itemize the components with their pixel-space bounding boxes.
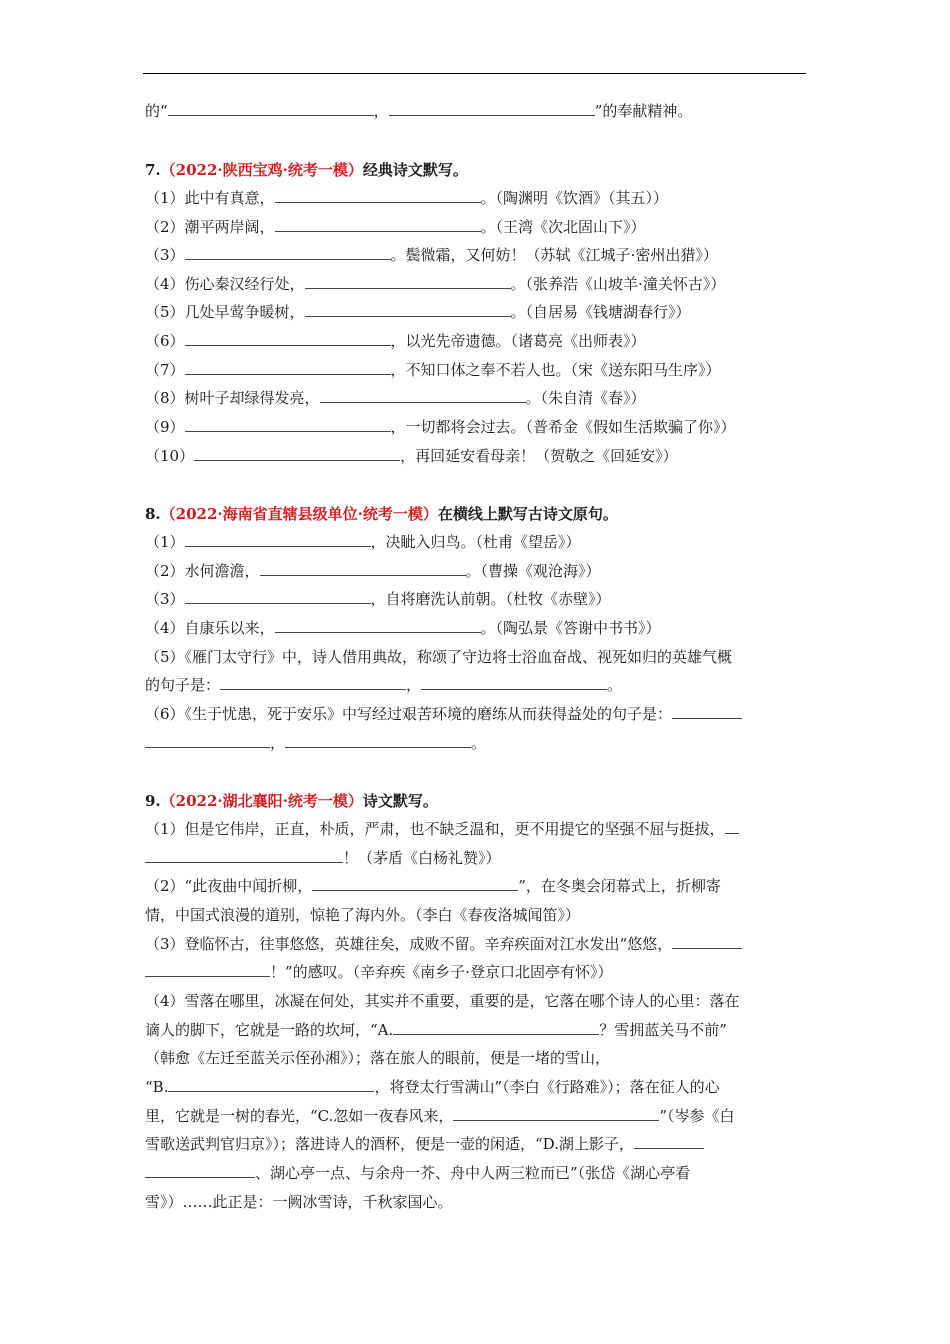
text-line — [145, 446, 810, 466]
answer-blank[interactable] — [145, 962, 270, 977]
text-line — [145, 360, 810, 380]
answer-blank[interactable] — [145, 848, 343, 863]
answer-blank[interactable] — [145, 1163, 255, 1178]
text-line — [145, 905, 810, 925]
text-line — [145, 1192, 810, 1212]
text-line — [145, 589, 810, 609]
text-line — [145, 188, 810, 208]
line-text: 。（朱自清《春》） — [525, 389, 646, 407]
answer-blank[interactable] — [320, 388, 526, 403]
answer-blank[interactable] — [634, 1134, 704, 1149]
line-text: ， — [373, 102, 389, 120]
line-text: ， — [406, 676, 422, 694]
line-text: 。 — [607, 676, 623, 694]
text-line — [145, 561, 810, 581]
line-text: （4）雪落在哪里，冰凝在何处，其实并不重要，重要的是，它落在哪个诗人的心里：落在 — [145, 992, 740, 1010]
line-text: 。（陶弘景《答谢中书书》） — [480, 619, 661, 637]
line-text: 的“ — [145, 102, 168, 120]
line-text: 。 — [471, 734, 487, 752]
line-text: （10） — [145, 447, 195, 465]
text-line — [145, 704, 810, 724]
line-text: （1）但是它伟岸，正直，朴质，严肃，也不缺乏温和，更不用提它的坚强不屈与挺拔， — [145, 820, 725, 838]
answer-blank[interactable] — [275, 188, 481, 203]
line-text: 。（陶渊明《饮酒》（其五）） — [480, 189, 669, 207]
answer-blank[interactable] — [185, 417, 391, 432]
text-line — [145, 1020, 810, 1040]
question-heading: 经典诗文默写。 — [362, 161, 468, 179]
answer-blank[interactable] — [185, 245, 391, 260]
text-line — [145, 1048, 810, 1068]
answer-blank[interactable] — [672, 934, 742, 949]
question-heading: 诗文默写。 — [362, 792, 438, 810]
line-text: （4）伤心秦汉经行处， — [145, 275, 305, 293]
line-text: 。（曹操《观沧海》） — [465, 562, 601, 580]
line-text: ！”的感叹。（辛弃疾《南乡子·登京口北固亭有怀》） — [270, 963, 613, 981]
line-text: （9） — [145, 418, 185, 436]
answer-blank[interactable] — [260, 561, 466, 576]
answer-blank[interactable] — [185, 589, 371, 604]
line-text: ，一切都将会过去。（普希金《假如生活欺骗了你》） — [390, 418, 736, 436]
text-line — [145, 647, 810, 667]
line-text: 。（张养浩《山坡羊·潼关怀古》） — [510, 275, 726, 293]
answer-blank[interactable] — [275, 618, 481, 633]
line-text: （6） — [145, 332, 185, 350]
line-text: （2）潮平两岸阔， — [145, 218, 275, 236]
line-text: （8）树叶子却绿得发亮， — [145, 389, 320, 407]
answer-blank[interactable] — [185, 331, 391, 346]
answer-blank[interactable] — [389, 101, 595, 116]
line-text: （1）此中有真意， — [145, 189, 275, 207]
answer-blank[interactable] — [275, 217, 481, 232]
line-text: ，决眦入归鸟。（杜甫《望岳》） — [370, 533, 581, 551]
line-text: 情，中国式浪漫的道别，惊艳了海内外。（李白《春夜洛城闻笛》） — [145, 906, 581, 924]
answer-blank[interactable] — [168, 1077, 374, 1092]
line-text: （5）几处早莺争暖树， — [145, 303, 305, 321]
text-line — [145, 504, 810, 524]
question-heading: 在横线上默写古诗文原句。 — [437, 505, 618, 523]
line-text: （2）“此夜曲中闻折柳， — [145, 877, 313, 895]
question-heading: 7. — [145, 161, 161, 179]
answer-blank[interactable] — [285, 733, 471, 748]
text-line — [145, 274, 810, 294]
text-line — [145, 962, 810, 982]
text-line — [145, 1163, 810, 1183]
answer-blank[interactable] — [185, 360, 391, 375]
question-heading: 8. — [145, 505, 161, 523]
text-line — [145, 675, 810, 695]
line-text: 里，它就是一树的春光，“C.忽如一夜春风来， — [145, 1107, 454, 1125]
text-line — [145, 160, 810, 180]
line-text: （1） — [145, 533, 185, 551]
line-text: （4）自康乐以来， — [145, 619, 275, 637]
line-text: （3） — [145, 246, 185, 264]
answer-blank[interactable] — [672, 704, 742, 719]
text-line — [145, 991, 810, 1011]
answer-blank[interactable] — [145, 733, 270, 748]
line-text: （7） — [145, 361, 185, 379]
answer-blank[interactable] — [393, 1020, 599, 1035]
line-text: 的句子是： — [145, 676, 221, 694]
line-text: （3） — [145, 590, 185, 608]
line-text: （5）《雁门太守行》中，诗人借用典故，称颂了守边将士浴血奋战、视死如归的英雄气概 — [145, 648, 733, 666]
text-line — [145, 1134, 810, 1154]
line-text: （2）水何澹澹， — [145, 562, 260, 580]
text-line — [145, 217, 810, 237]
text-line — [145, 417, 810, 437]
line-text: 。（自居易《钱塘湖春行》） — [510, 303, 691, 321]
answer-blank[interactable] — [725, 819, 739, 834]
text-line — [145, 245, 810, 265]
text-line — [145, 848, 810, 868]
line-text: ，不知口体之奉不若人也。（宋《送东阳马生序》） — [390, 361, 721, 379]
answer-blank[interactable] — [305, 274, 511, 289]
line-text: （6）《生于忧患，死于安乐》中写经过艰苦环境的磨练从而获得益处的句子是： — [145, 705, 673, 723]
line-text: ？雪拥蓝关马不前” — [599, 1021, 727, 1039]
text-line — [145, 819, 810, 839]
line-text: 谪人的脚下，它就是一路的坎坷，“A. — [145, 1021, 394, 1039]
text-line — [145, 302, 810, 322]
line-text: ，自将磨洗认前朝。（杜牧《赤壁》） — [370, 590, 611, 608]
text-line — [145, 934, 810, 954]
line-text: ”，在冬奥会闭幕式上，折柳寄 — [518, 877, 721, 895]
line-text: ”（岑参《白 — [659, 1107, 735, 1125]
answer-blank[interactable] — [220, 675, 406, 690]
text-line — [145, 1077, 810, 1097]
text-line — [145, 101, 810, 121]
question-source: （2022·陕西宝鸡·统考一模） — [160, 161, 363, 179]
text-line — [145, 331, 810, 351]
text-line — [145, 532, 810, 552]
header-rule — [143, 73, 806, 74]
text-line — [145, 876, 810, 896]
line-text: ”的奉献精神。 — [594, 102, 693, 120]
line-text: 雪歌送武判官归京》）；落进诗人的酒杯，便是一壶的闲适，“D.湖上影子， — [145, 1135, 634, 1153]
answer-blank[interactable] — [453, 1106, 659, 1121]
line-text: 雪》）……此正是：一阙冰雪诗，千秋家国心。 — [145, 1193, 453, 1211]
answer-blank[interactable] — [305, 302, 511, 317]
line-text: 。鬓微霜，又何妨！（苏轼《江城子·密州出猎》） — [390, 246, 718, 264]
answer-blank[interactable] — [168, 101, 374, 116]
text-line — [145, 1106, 810, 1126]
question-source: （2022·海南省直辖县级单位·统考一模） — [160, 505, 438, 523]
answer-blank[interactable] — [185, 532, 371, 547]
line-text: 、湖心亭一点、与余舟一芥、舟中人两三粒而已”（张岱《湖心亭看 — [255, 1164, 691, 1182]
line-text: ！（茅盾《白杨礼赞》） — [343, 849, 501, 867]
line-text: ， — [270, 734, 286, 752]
question-heading: 9. — [145, 792, 161, 810]
text-line — [145, 618, 810, 638]
line-text: （韩愈《左迁至蓝关示侄孙湘》）；落在旅人的眼前，便是一堵的雪山， — [145, 1049, 611, 1067]
question-source: （2022·湖北襄阳·统考一模） — [160, 792, 363, 810]
line-text: 。（王湾《次北固山下》） — [480, 218, 646, 236]
text-line — [145, 388, 810, 408]
text-line — [145, 791, 810, 811]
line-text: “B. — [145, 1078, 169, 1096]
line-text: ，将登太行雪满山”（李白《行路难》）；落在征人的心 — [374, 1078, 720, 1096]
answer-blank[interactable] — [194, 446, 400, 461]
answer-blank[interactable] — [312, 876, 518, 891]
line-text: ，以光先帝遗德。（诸葛亮《出师表》） — [390, 332, 646, 350]
text-line — [145, 733, 810, 753]
answer-blank[interactable] — [421, 675, 607, 690]
line-text: ，再回延安看母亲！（贺敬之《回延安》） — [400, 447, 678, 465]
line-text: （3）登临怀古，往事悠悠，英雄往矣，成败不留。辛弃疾面对江水发出“悠悠， — [145, 935, 673, 953]
